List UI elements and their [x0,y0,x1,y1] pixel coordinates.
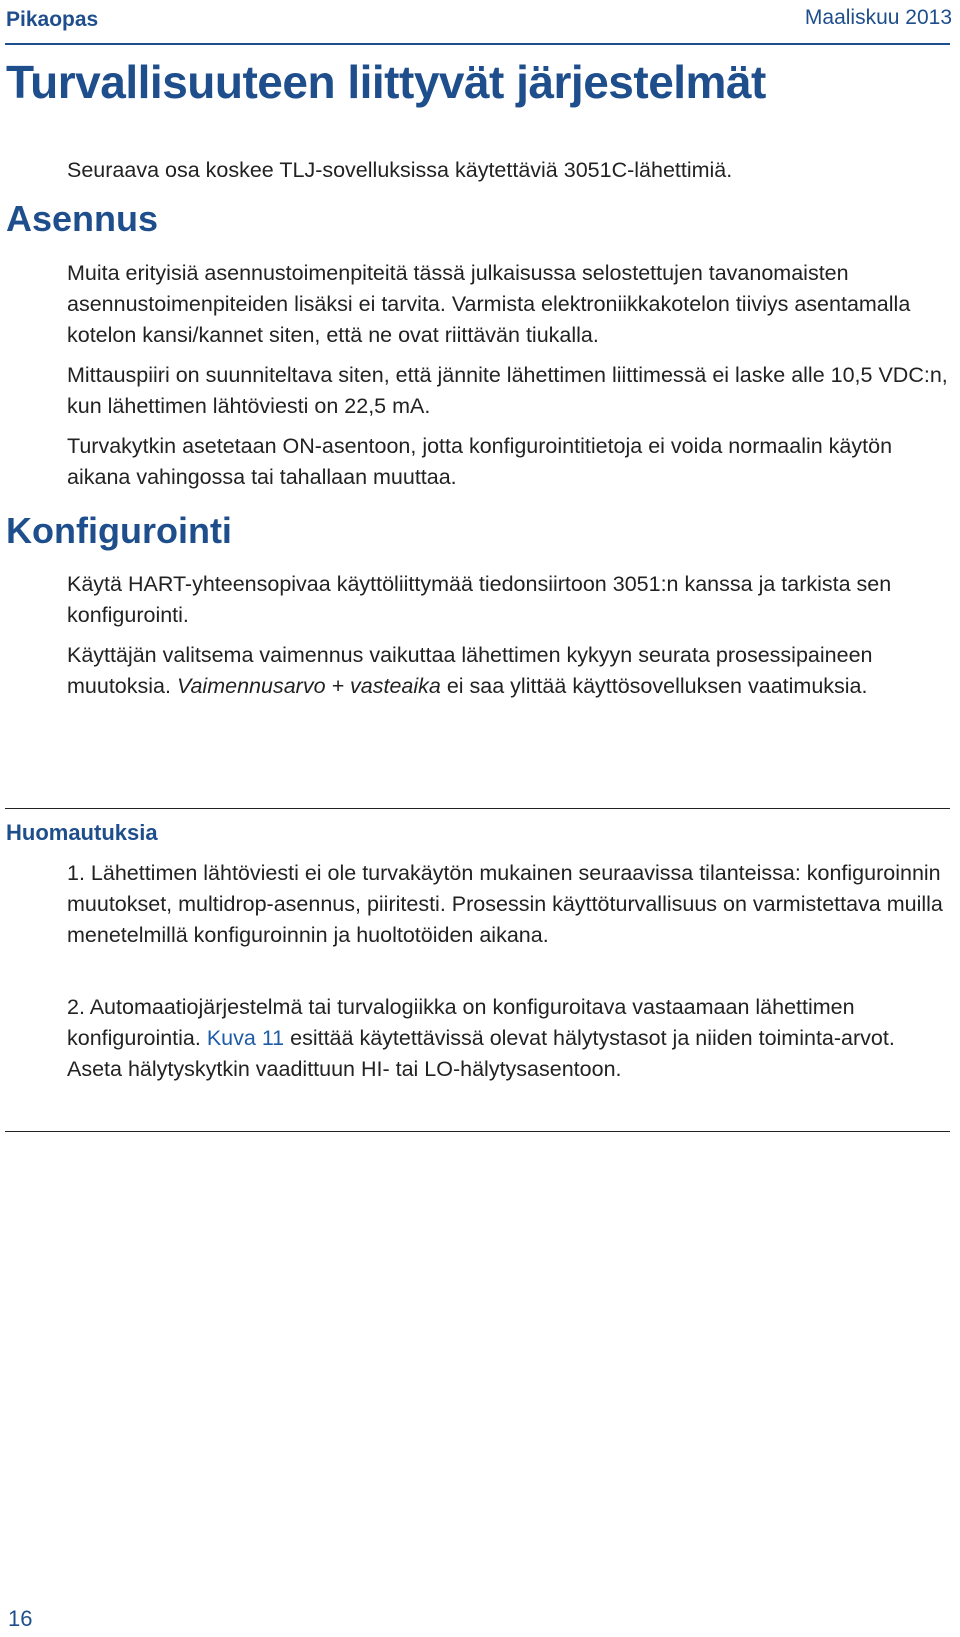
intro-paragraph: Seuraava osa koskee TLJ-sovelluksissa käytettäviä 3051C-lähettimiä. [67,158,733,182]
konfigurointi-text-end: ei saa ylittää käyttösovelluksen vaatimuksia. [440,674,868,698]
note-2-text-end: esittää käytettävissä olevat hälytystasot ja niiden toiminta-arvot. Aseta hälytyskytkin vaadittuun HI- tai LO-hälytysasentoon. [67,1026,895,1081]
section-heading-asennus: Asennus [6,198,159,239]
header-divider [5,43,950,45]
asennus-paragraph-3: Turvakytkin asetetaan ON-asentoon, jotta konfigurointitietoja ei voida normaalin käytön aikana vahingossa tai tahallaan muuttaa. [67,434,893,489]
konfigurointi-text-start: Käyttäjän valitsema vaimennus vaikuttaa lähettimen kykyyn seurata prosessipaineen muutoksia. [67,643,873,698]
asennus-paragraph-2: Mittauspiiri on suunniteltava siten, että jännite lähettimen liittimessä ei laske alle 10,5 VDC:n, kun lähettimen lähtöviesti on 22,5 mA. [67,363,948,418]
note-2 [67,992,952,1085]
konfigurointi-paragraph-1: Käytä HART-yhteensopivaa käyttöliittymää tiedonsiirtoon 3051:n kanssa ja tarkista sen konfigurointi. [67,572,892,627]
notes-top-rule [5,808,950,809]
note-2-text-start: 2. Automaatiojärjestelmä tai turvalogiikka on konfiguroitava vastaamaan lähettimen konfigurointia. [67,995,855,1050]
header-date: Maaliskuu 2013 [804,6,952,29]
notes-bottom-rule [5,1131,950,1132]
asennus-paragraph-1: Muita erityisiä asennustoimenpiteitä tässä julkaisussa selostettujen tavanomaisten asennustoimenpiteiden lisäksi ei tarvita. Varmista elektroniikkakotelon tiiviys asentamalla kotelon kansi/kannet siten, että ne ovat riittävän tiukalla. [67,261,911,347]
note-1: 1. Lähettimen lähtöviesti ei ole turvakäytön mukainen seuraavissa tilanteissa: konfiguroinnin muutokset, multidrop-asennus, piiritesti. Prosessin käyttöturvallisuus on varmistettava muilla menetelmillä konfiguroinnin ja huoltotöiden aikana. [67,861,943,947]
figure-11-link[interactable]: Kuva 11 [206,1026,285,1050]
page-number: 16 [8,1606,33,1631]
section-heading-konfigurointi: Konfigurointi [6,510,232,551]
konfigurointi-italic-term: Vaimennusarvo + vasteaika [176,674,441,698]
notes-heading: Huomautuksia [6,820,158,845]
page-title: Turvallisuuteen liittyvät järjestelmät [6,56,766,108]
header-left-label: Pikaopas [6,8,99,31]
konfigurointi-paragraph-2 [67,640,952,702]
